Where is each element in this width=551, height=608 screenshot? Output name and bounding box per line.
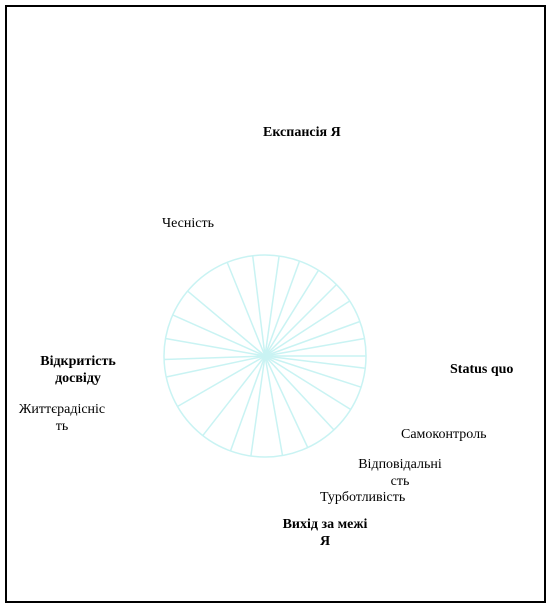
label-self-transcendence-line1: Вихід за межі bbox=[282, 517, 368, 532]
wheel-spoke bbox=[231, 356, 266, 451]
label-honesty: Чесність bbox=[162, 216, 214, 231]
label-self-transcendence bbox=[270, 516, 380, 550]
label-responsibility-line2: сть bbox=[390, 474, 410, 488]
wheel-spoke bbox=[265, 322, 360, 357]
wheel-spoke bbox=[188, 291, 265, 356]
label-responsibility-line1: Відповідальні bbox=[358, 457, 442, 472]
wheel-spokes bbox=[164, 256, 366, 456]
label-openness-to-experience bbox=[28, 353, 128, 387]
wheel-spoke bbox=[265, 301, 350, 356]
label-self-transcendence-line2: Я bbox=[319, 534, 331, 549]
label-cheerfulness bbox=[12, 401, 112, 435]
label-self-control: Самоконтроль bbox=[401, 427, 487, 442]
wheel-spoke bbox=[166, 339, 266, 357]
wheel-spoke bbox=[265, 256, 279, 356]
label-responsibility bbox=[350, 456, 450, 488]
label-openness-line1: Відкритість bbox=[40, 354, 116, 369]
label-openness-line2: досвіду bbox=[55, 371, 101, 386]
label-self-expansion: Експансія Я bbox=[263, 125, 341, 140]
wheel-spoke bbox=[178, 356, 266, 407]
label-caring: Турботливість bbox=[320, 490, 406, 505]
label-status-quo: Status quo bbox=[450, 362, 514, 377]
wheel-spoke bbox=[265, 356, 365, 368]
label-cheerfulness-line1: Життєрадісніс bbox=[18, 402, 106, 417]
label-cheerfulness-line2: ть bbox=[55, 419, 69, 434]
